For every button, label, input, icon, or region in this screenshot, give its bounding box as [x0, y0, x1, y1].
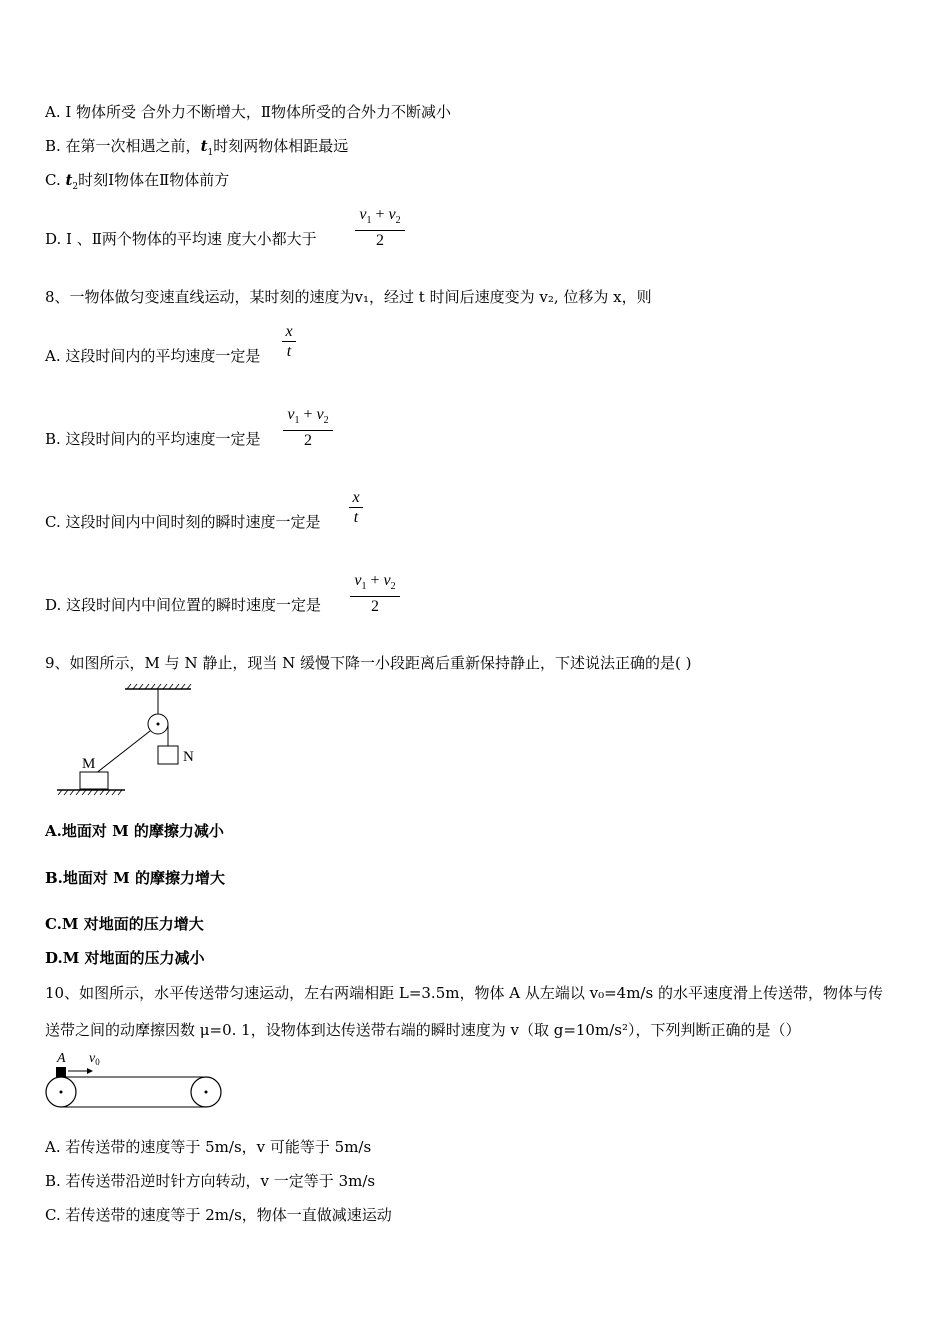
pulley-diagram: [55, 686, 225, 801]
q7-option-c: [45, 170, 229, 197]
block-n: [158, 746, 178, 764]
v-symbol: v: [287, 406, 295, 423]
q7-option-b-t: t: [200, 137, 208, 155]
label-v-subscript: 0: [95, 1057, 100, 1067]
fraction-denominator: t: [286, 343, 292, 360]
label-v-symbol: v: [89, 1051, 96, 1066]
q10-option-c: C. 若传送带的速度等于 2m/s，物体一直做减速运动: [45, 1206, 392, 1224]
q10-option-b: B. 若传送带沿逆时针方向转动，v 一定等于 3m/s: [45, 1172, 376, 1190]
q8-d-fraction: [350, 572, 400, 617]
v-symbol: v: [383, 572, 391, 589]
q8-b-fraction: [283, 406, 333, 451]
fraction-numerator: x: [349, 489, 363, 508]
plus-sign: +: [366, 572, 384, 589]
q9-stem: 9、如图所示，M 与 N 静止，现当 N 缓慢下降一小段距离后重新保持静止，下述说法正确的是( ): [45, 654, 692, 672]
q8-option-a: A. 这段时间内的平均速度一定是: [45, 347, 261, 365]
q8-a-fraction: [282, 323, 296, 362]
plus-sign: +: [299, 406, 317, 423]
q10-stem-line1: 10、如图所示，水平传送带匀速运动，左右两端相距 L=3.5m，物体 A 从左端以 v₀=4m/s 的水平速度滑上传送带，物体与传: [45, 984, 883, 1002]
arrow-right-icon: [87, 1068, 93, 1074]
q9-option-b: B.地面对 M 的摩擦力增大: [45, 869, 225, 887]
q8-c-fraction: [349, 489, 363, 528]
fraction-numerator: [350, 572, 400, 597]
subscript-2: 2: [390, 581, 396, 593]
q10-stem-line2: 送带之间的动摩擦因数 μ=0. 1，设物体到达传送带右端的瞬时速度为 v（取 g=10m/s²），下列判断正确的是（）: [45, 1021, 801, 1039]
label-a: A: [57, 1051, 66, 1066]
q9-option-d: D.M 对地面的压力减小: [45, 949, 205, 967]
fraction-denominator: 2: [371, 598, 379, 616]
block-m: [80, 772, 108, 789]
q7-option-b-sub: 1: [207, 148, 214, 158]
q8-stem: 8、一物体做匀变速直线运动，某时刻的速度为v₁，经过 t 时间后速度变为 v₂, 位移为 x，则: [45, 288, 652, 306]
q8-option-c: C. 这段时间内中间时刻的瞬时速度一定是: [45, 513, 321, 531]
subscript-1: 1: [366, 215, 372, 227]
v-symbol: v: [316, 406, 324, 423]
subscript-1: 1: [294, 415, 300, 427]
fraction-numerator: x: [282, 323, 296, 342]
q7-option-a: A. Ⅰ 物体所受 合外力不断增大，Ⅱ物体所受的合外力不断减小: [45, 103, 452, 121]
conveyor-diagram: [42, 1048, 227, 1118]
q7-option-b: [45, 136, 348, 163]
subscript-1: 1: [361, 581, 367, 593]
object-a: [56, 1067, 66, 1077]
q9-option-a: A.地面对 M 的摩擦力减小: [45, 822, 224, 840]
q10-option-a: A. 若传送带的速度等于 5m/s，v 可能等于 5m/s: [45, 1138, 372, 1156]
v-symbol: v: [388, 206, 396, 223]
q8-option-b: B. 这段时间内的平均速度一定是: [45, 430, 261, 448]
plus-sign: +: [371, 206, 389, 223]
label-n: N: [183, 749, 194, 765]
q8-option-d: D. 这段时间内中间位置的瞬时速度一定是: [45, 596, 322, 614]
label-v: [89, 1051, 100, 1067]
q7-option-c-post: 时刻Ⅰ物体在Ⅱ物体前方: [78, 171, 230, 189]
subscript-2: 2: [323, 415, 329, 427]
q7-option-c-sub: 2: [72, 182, 79, 192]
q7-option-b-post: 时刻两物体相距最远: [213, 137, 349, 155]
fraction-numerator: [283, 406, 333, 431]
q9-option-c: C.M 对地面的压力增大: [45, 915, 204, 933]
fraction-denominator: t: [353, 509, 359, 526]
v-symbol: v: [359, 206, 367, 223]
q7-option-c-t: t: [65, 171, 73, 189]
fraction-denominator: 2: [304, 432, 312, 450]
fraction-numerator: [355, 206, 405, 231]
q7-d-fraction: [355, 206, 405, 251]
subscript-2: 2: [395, 215, 401, 227]
q7-option-d: D. Ⅰ 、Ⅱ两个物体的平均速 度大小都大于: [45, 230, 317, 248]
q7-option-b-pre: B. 在第一次相遇之前，: [45, 137, 201, 155]
fraction-denominator: 2: [376, 232, 384, 250]
label-m: M: [82, 756, 96, 772]
q7-option-c-pre: C.: [45, 171, 66, 189]
v-symbol: v: [354, 572, 362, 589]
